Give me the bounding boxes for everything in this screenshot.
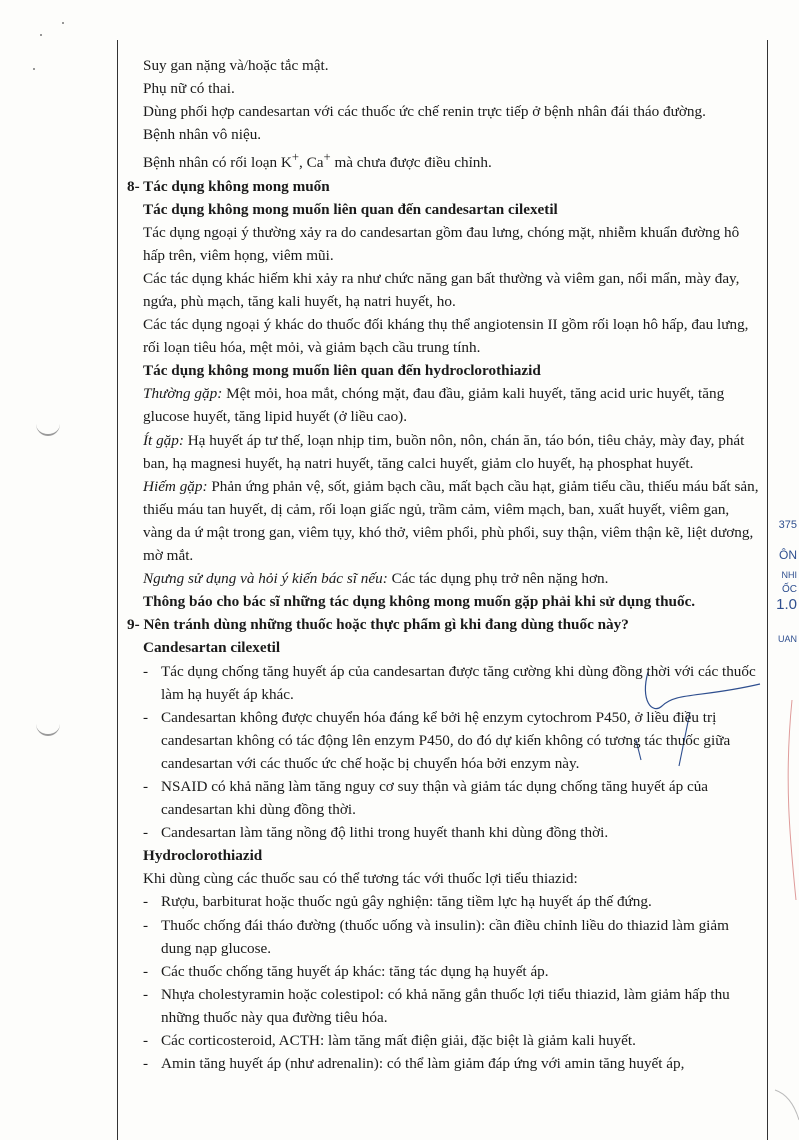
contraindication-line: Bệnh nhân vô niệu. [143, 126, 262, 144]
paragraph-rare: Hiếm gặp: Phản ứng phản vệ, sốt, giảm bạch cầu, mất bạch cầu hạt, giảm tiểu cầu, thiếu máu bất sản, thiếu máu tan huyết, dị cảm, rối loạn giấc ngủ, trầm cảm, viêm mạch, ban, xuất huyết, viêm gan, vàng da ứ mật trong gan, viêm tụy, khó thở, viêm phổi, phù phổi, suy thận, viêm thận kẽ, liệt dương, mờ mắt. [143, 477, 759, 565]
paragraph-stop: Ngưng sử dụng và hỏi ý kiến bác sĩ nếu: Các tác dụng phụ trở nên nặng hơn. [143, 570, 609, 588]
stamp-fragment: 1.0 [776, 596, 797, 613]
section-9-subheading-candesartan: Candesartan cilexetil [143, 639, 281, 657]
paragraph-uncommon: Ít gặp: Hạ huyết áp tư thế, loạn nhịp tim, buồn nôn, nôn, chán ăn, táo bón, tiêu chảy, mày đay, phát ban, hạ magnesi huyết, hạ natri huyết, tăng calci huyết, giảm clo huyết, hạ phosphat huyết. [143, 431, 745, 472]
paragraph-common: Thường gặp: Mệt mỏi, hoa mắt, chóng mặt, đau đầu, giảm kali huyết, tăng acid uric huyết, tăng glucose huyết, tăng lipid huyết (ở liều cao). [143, 385, 725, 426]
document-body [127, 54, 759, 1075]
contraindication-line: Phụ nữ có thai. [143, 80, 235, 98]
list-item: - Candesartan không được chuyển hóa đáng kể bởi hệ enzym cytochrom P450, ở liều điều trị candesartan không có tác động lên enzym P450, do đó dự kiến không có tương tác thuốc giữa candesartan với các thuốc ức chế hoặc bị chuyển hóa bởi enzym này. [143, 706, 759, 775]
contraindication-line: Dùng phối hợp candesartan với các thuốc ức chế renin trực tiếp ở bệnh nhân đái tháo đường. [143, 103, 706, 121]
list-item: - NSAID có khả năng làm tăng nguy cơ suy thận và giảm tác dụng chống tăng huyết áp của candesartan khi dùng đồng thời. [143, 775, 759, 821]
list-item: - Tác dụng chống tăng huyết áp của candesartan được tăng cường khi dùng đồng thời với các thuốc làm hạ huyết áp khác. [143, 660, 759, 706]
interaction-list-candesartan [127, 660, 759, 845]
stamp-fragment: 375 [778, 519, 797, 531]
notify-doctor-line: Thông báo cho bác sĩ những tác dụng không mong muốn gặp phải khi sử dụng thuốc. [143, 593, 696, 611]
list-item: - Nhựa cholestyramin hoặc colestipol: có khả năng gắn thuốc lợi tiểu thiazid, làm giảm hấp thu những thuốc này qua đường tiêu hóa. [143, 983, 759, 1029]
section-9-subheading-hydroclorothiazid: Hydroclorothiazid [143, 847, 263, 865]
stamp-fragment: ỐC [782, 584, 797, 595]
list-item: - Các corticosteroid, ACTH: làm tăng mất điện giải, đặc biệt là giảm kali huyết. [143, 1029, 759, 1052]
list-item: - Thuốc chống đái tháo đường (thuốc uống và insulin): cần điều chỉnh liều do thiazid làm giảm dung nạp glucose. [143, 914, 759, 960]
list-item: - Các thuốc chống tăng huyết áp khác: tăng tác dụng hạ huyết áp. [143, 960, 759, 983]
section-8-subheading-hydroclorothiazid: Tác dụng không mong muốn liên quan đến hydroclorothiazid [143, 362, 541, 380]
interaction-list-hydroclorothiazid [127, 890, 759, 1075]
stamp-fragment: UAN [777, 634, 797, 644]
paragraph: Các tác dụng ngoại ý khác do thuốc đối kháng thụ thể angiotensin II gồm rối loạn hô hấp, đau lưng, rối loạn tiêu hóa, mệt mỏi, và giảm bạch cầu trung tính. [143, 316, 749, 357]
stamp-fragment: NHI [781, 570, 797, 580]
section-8-heading: 8- Tác dụng không mong muốn [127, 177, 330, 195]
paragraph: Khi dùng cùng các thuốc sau có thể tương tác với thuốc lợi tiểu thiazid: [143, 870, 578, 888]
list-item: - Candesartan làm tăng nồng độ lithi trong huyết thanh khi dùng đồng thời. [143, 821, 759, 844]
paragraph: Các tác dụng khác hiếm khi xảy ra như chức năng gan bất thường và viêm gan, nổi mẩn, mày đay, ngứa, phù mạch, tăng kali huyết, hạ natri huyết, ho. [143, 269, 740, 310]
contraindication-line: Bệnh nhân có rối loạn K+, Ca+ mà chưa được điều chỉnh. [143, 150, 492, 172]
section-8-subheading-candesartan: Tác dụng không mong muốn liên quan đến candesartan cilexetil [143, 200, 558, 218]
paragraph: Tác dụng ngoại ý thường xảy ra do candesartan gồm đau lưng, chóng mặt, nhiễm khuẩn đường hô hấp trên, viêm họng, viêm mũi. [143, 223, 740, 264]
contraindication-line: Suy gan nặng và/hoặc tắc mật. [143, 57, 329, 74]
list-item: - Rượu, barbiturat hoặc thuốc ngủ gây nghiện: tăng tiềm lực hạ huyết áp thế đứng. [143, 890, 759, 913]
stamp-fragment: ÔN [779, 548, 797, 562]
section-9-heading: 9- Nên tránh dùng những thuốc hoặc thực phẩm gì khi đang dùng thuốc này? [127, 616, 629, 634]
list-item: - Amin tăng huyết áp (như adrenalin): có thể làm giảm đáp ứng với amin tăng huyết áp, [143, 1052, 759, 1075]
